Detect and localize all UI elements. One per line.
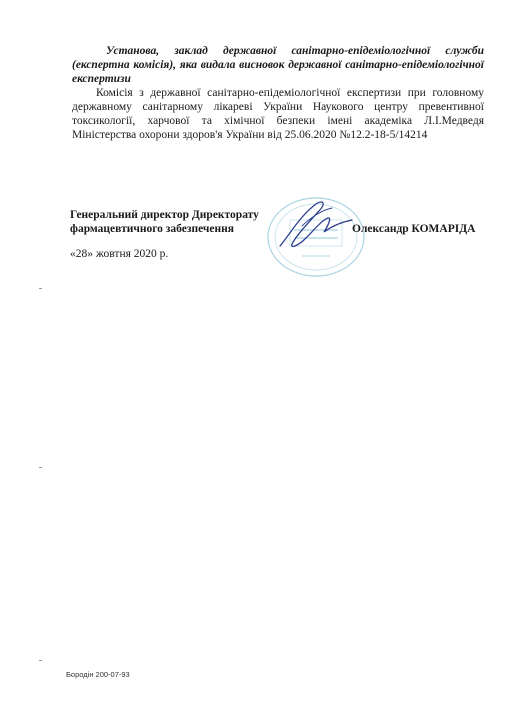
scan-edge-mark xyxy=(39,467,42,468)
scan-edge-mark xyxy=(39,288,42,289)
scan-edge-mark xyxy=(39,660,42,661)
signer-title: Генеральний директор Директорату фармацевтичного забезпечення xyxy=(70,209,259,235)
commission-paragraph: Комісія з державної санітарно-епідеміологічної експертизи при головному державному санітарному лікареві України Наукового центру превентивної токсикології, харчової та хімічної безпеки імені академіка Л.І.Медведя Міністерства охорони здоров'я України від 25.06.2020 №12.2-18-5/14214 xyxy=(72,87,484,141)
signer-name: Олександр КОМАРІДА xyxy=(352,223,476,235)
section-heading: Установа, заклад державної санітарно-епідеміологічної служби (експертна комісія), яка видала висновок державної санітарно-епідеміологічної експертизи xyxy=(72,45,484,85)
footer-note: Бородін 200-07-93 xyxy=(66,670,130,679)
document-date: «28» жовтня 2020 р. xyxy=(70,248,169,260)
